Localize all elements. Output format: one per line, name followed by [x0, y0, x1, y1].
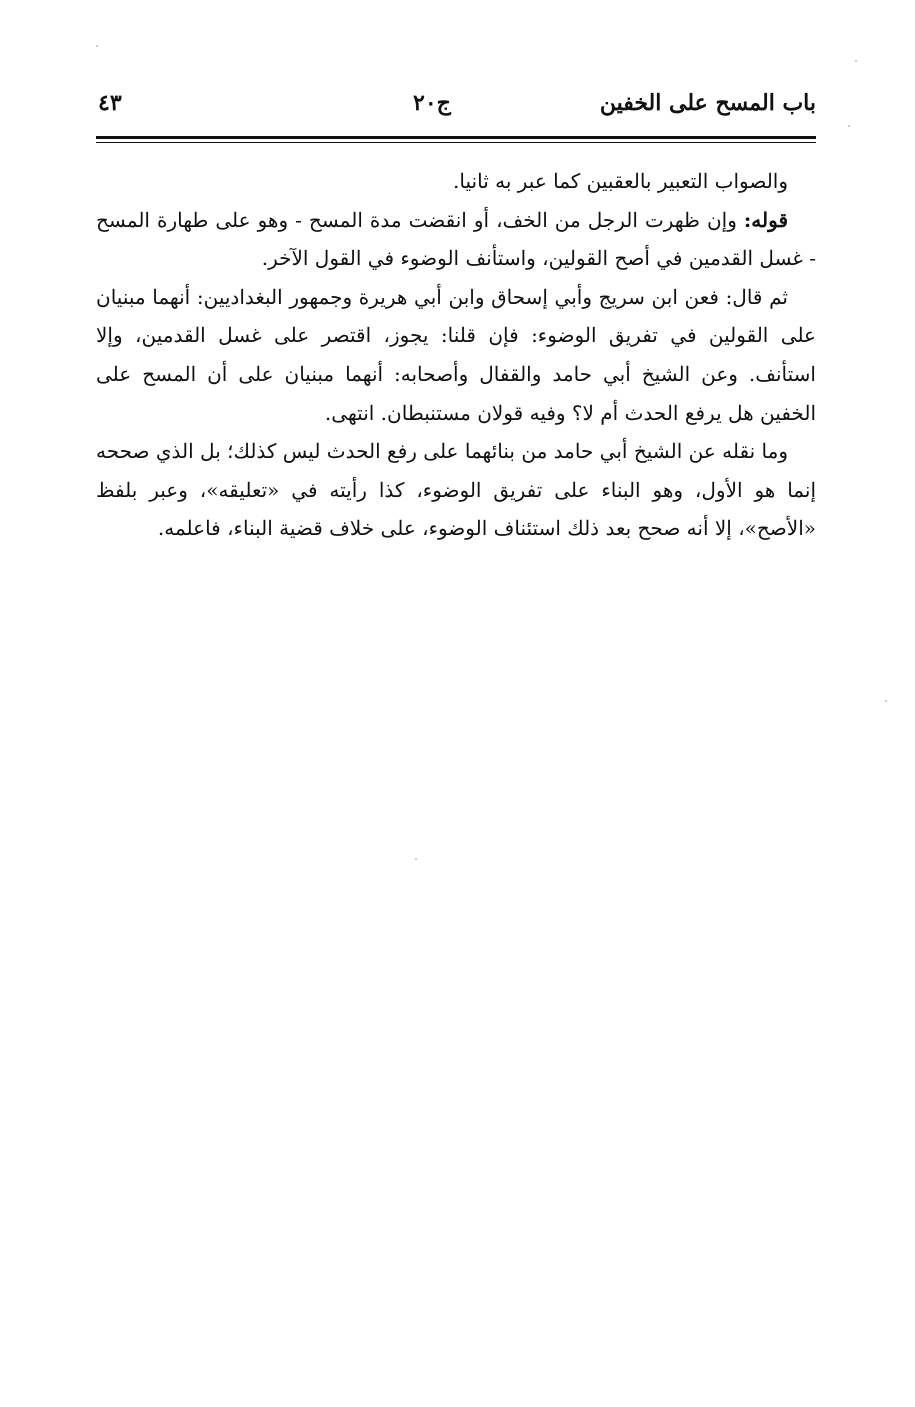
header-rule-thin — [96, 142, 816, 143]
chapter-title: باب المسح على الخفين — [599, 90, 816, 116]
header-rule-thick — [96, 136, 816, 139]
paragraph-2 — [96, 201, 816, 278]
scan-speck — [415, 858, 417, 860]
scan-speck — [848, 125, 850, 127]
paragraph-4: وما نقله عن الشيخ أبي حامد من بنائهما على رفع الحدث ليس كذلك؛ بل الذي صححه إنما هو الأول، وهو البناء على تفريق الوضوء، كذا رأيته في «تعليقه»، وعبر بلفظ «الأصح»، إلا أنه صحح بعد ذلك استئناف الوضوء، على خلاف قضية البناء، فاعلمه. — [96, 439, 816, 541]
scan-speck — [855, 60, 857, 62]
page-number: ٤٣ — [98, 90, 122, 116]
scan-speck — [885, 700, 887, 702]
body-text — [96, 162, 816, 548]
paragraph-1: والصواب التعبير بالعقبين كما عبر به ثانيا. — [453, 169, 788, 193]
paragraph-3: ثم قال: فعن ابن سريج وأبي إسحاق وابن أبي هريرة وجمهور البغداديين: أنهما مبنيان على القولين في تفريق الوضوء: فإن قلنا: يجوز، اقتصر على غسل القدمين، وإلا استأنف. وعن الشيخ أبي حامد والقفال وأصحابه: أنهما مبنيان على أن المسح على الخفين هل يرفع الحدث أم لا؟ وفيه قولان مستنبطان. انتهى. — [96, 284, 816, 425]
running-header — [96, 84, 816, 128]
scan-speck — [96, 45, 98, 47]
paragraph-2-lead: قوله: — [743, 207, 788, 232]
paragraph-2-text: وإن ظهرت الرجل من الخف، أو انقضت مدة المسح - وهو على طهارة المسح - غسل القدمين في أصح القولين، واستأنف الوضوء في القول الآخر. — [96, 207, 816, 271]
volume-number: ج٢٠ — [413, 90, 451, 116]
